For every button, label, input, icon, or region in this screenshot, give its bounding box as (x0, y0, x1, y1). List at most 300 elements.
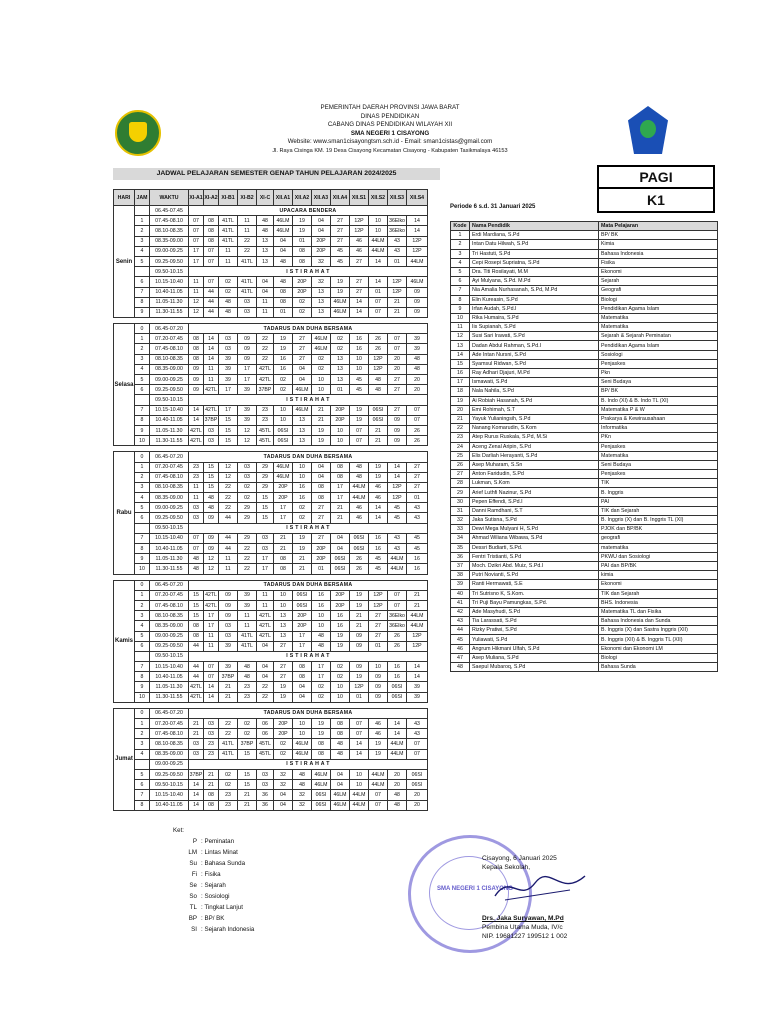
teacher-code: 45 (451, 635, 470, 644)
class-cell: 19 (312, 436, 331, 446)
class-cell: 37BP (189, 769, 204, 779)
time-cell: 08.35-09.00 (150, 749, 189, 759)
class-cell: 10 (293, 729, 312, 739)
class-cell: 03 (204, 436, 219, 446)
class-cell: 04 (293, 375, 312, 385)
class-cell: 07 (407, 415, 428, 425)
jam-cell: 6 (135, 385, 150, 395)
schedule-row (114, 611, 428, 621)
class-cell: 22 (238, 246, 257, 256)
class-cell: 42TL (257, 364, 274, 374)
jam-cell: 4 (135, 364, 150, 374)
class-cell: 06SI (331, 554, 350, 564)
class-cell: 14 (204, 344, 219, 354)
teacher-name: Elin Kureasin, S.Pd (470, 295, 599, 304)
class-cell: 08 (204, 236, 219, 246)
time-cell: 10.40-11.05 (150, 544, 189, 554)
teacher-row (451, 607, 718, 616)
letterhead (240, 104, 540, 156)
class-cell: 03 (219, 621, 238, 631)
teacher-name: Erdi Mardiana, S.Pd (470, 231, 599, 240)
teacher-name: Ismawati, S.Pd (470, 378, 599, 387)
class-cell: 11 (189, 482, 204, 492)
class-cell: 44 (189, 662, 204, 672)
class-cell: 17 (189, 246, 204, 256)
class-cell: 16 (293, 482, 312, 492)
teacher-name: Ayi Mulyana, S.Pd. M.Pd (470, 277, 599, 286)
teacher-row (451, 332, 718, 341)
class-cell: 11 (204, 641, 219, 651)
teacher-row (451, 387, 718, 396)
jam-cell: 9 (135, 554, 150, 564)
schedule-row (114, 533, 428, 543)
class-cell: 14 (350, 297, 369, 307)
time-cell: 06.45-07.20 (150, 324, 189, 334)
time-cell: 11.05-11.30 (150, 554, 189, 564)
class-cell: 27 (312, 533, 331, 543)
event-label: TADARUS DAN DUHA BERSAMA (189, 708, 428, 718)
letterhead-line3: CABANG DINAS PENDIDIKAN WILAYAH XII (327, 121, 453, 129)
schedule-row (114, 472, 428, 482)
teacher-row (451, 295, 718, 304)
teacher-subject: PAI (599, 497, 718, 506)
time-cell: 09.50-10.15 (150, 780, 189, 790)
jam-cell: 8 (135, 800, 150, 810)
day-name: Selasa (114, 324, 135, 446)
teacher-header-row (451, 222, 718, 231)
time-cell: 11.05-11.30 (150, 297, 189, 307)
class-cell: 41TL (219, 226, 238, 236)
teacher-subject: Prakarya & Kewirausahaan (599, 414, 718, 423)
teacher-row (451, 470, 718, 479)
jam-cell: 10 (135, 564, 150, 574)
class-cell: 11 (257, 297, 274, 307)
teacher-name: Ray Adhari Djajuri, M.Pd (470, 369, 599, 378)
class-cell: 07 (407, 739, 428, 749)
class-cell: 45 (407, 544, 428, 554)
class-cell: 10 (293, 719, 312, 729)
class-cell: 08 (189, 334, 204, 344)
class-cell: 14 (204, 354, 219, 364)
jam-cell: 9 (135, 425, 150, 435)
class-cell: 22 (238, 544, 257, 554)
class-cell: 12P (407, 236, 428, 246)
event-label: I S T I R A H A T (189, 651, 428, 661)
teacher-code: 2 (451, 240, 470, 249)
class-cell: 42TL (204, 590, 219, 600)
class-cell: 20 (388, 354, 407, 364)
class-cell: 32 (312, 256, 331, 266)
time-cell: 06.45-07.20 (150, 580, 189, 590)
class-cell: 02 (274, 375, 293, 385)
teacher-name: Emi Rohimah, S.T (470, 405, 599, 414)
class-cell: 20P (331, 415, 350, 425)
class-cell: 36Elko (388, 611, 407, 621)
class-cell: 45TL (257, 436, 274, 446)
class-cell: 08 (331, 729, 350, 739)
day-name: Rabu (114, 452, 135, 574)
teacher-row (451, 396, 718, 405)
jam-cell: 7 (135, 662, 150, 672)
teacher-row (451, 350, 718, 359)
teacher-subject: Penjaskes (599, 442, 718, 451)
time-cell: 10.15-10.40 (150, 277, 189, 287)
teacher-code: 5 (451, 267, 470, 276)
teacher-code: 10 (451, 313, 470, 322)
class-cell: 23 (257, 415, 274, 425)
jam-cell: 7 (135, 533, 150, 543)
teacher-code: 34 (451, 534, 470, 543)
class-cell: 44 (219, 544, 238, 554)
key-desc: : Fisika (201, 871, 221, 878)
class-cell: 09 (388, 436, 407, 446)
schedule-row (114, 749, 428, 759)
class-cell: 37BP (219, 672, 238, 682)
jam-cell: 2 (135, 472, 150, 482)
key-code: Se (189, 882, 197, 889)
event-row (114, 267, 428, 277)
class-cell: 19 (350, 600, 369, 610)
class-cell: 13 (274, 631, 293, 641)
class-cell: 19 (331, 287, 350, 297)
teacher-name: Nala Nahila, S.Pd (470, 387, 599, 396)
teacher-subject: Fisika (599, 258, 718, 267)
jam-cell: 0 (135, 452, 150, 462)
class-cell: 39 (238, 385, 257, 395)
teacher-subject: kimia (599, 571, 718, 580)
class-cell: 10 (312, 621, 331, 631)
schedule-row (114, 436, 428, 446)
class-cell: 07 (369, 800, 388, 810)
class-cell: 07 (204, 672, 219, 682)
class-cell: 42TL (189, 436, 204, 446)
class-cell: 41TL (238, 277, 257, 287)
class-cell: 45TL (257, 425, 274, 435)
class-cell: 48 (407, 354, 428, 364)
class-cell: 15 (189, 590, 204, 600)
key-code: BP (188, 915, 197, 922)
class-cell: 07 (189, 533, 204, 543)
jam-cell: 7 (135, 287, 150, 297)
schedule-row (114, 226, 428, 236)
teacher-name: Tri Puji Bayu Pamungkas, S.Pd. (470, 598, 599, 607)
class-cell: 08 (189, 631, 204, 641)
schedule-header-cell: XII.S4 (407, 190, 428, 206)
class-cell: 03 (189, 513, 204, 523)
class-cell: 27 (369, 631, 388, 641)
teacher-code: 6 (451, 277, 470, 286)
jam-cell: 3 (135, 739, 150, 749)
teacher-code: 36 (451, 552, 470, 561)
class-cell: 10 (350, 364, 369, 374)
jam-cell: 0 (135, 324, 150, 334)
time-cell: 09.00-09.25 (150, 759, 189, 769)
class-cell: 11 (204, 375, 219, 385)
schedule-header-cell: XII.A4 (331, 190, 350, 206)
teacher-subject: Seni Budaya (599, 460, 718, 469)
teacher-subject: Matematika (599, 323, 718, 332)
class-cell: 21 (331, 513, 350, 523)
class-cell: 04 (312, 216, 331, 226)
class-cell: 07 (189, 236, 204, 246)
key-desc: : Bahasa Sunda (201, 860, 246, 867)
teacher-name: Danni Ramdhani, S.T (470, 506, 599, 515)
letterhead-line2: DINAS PENDIDIKAN (360, 112, 420, 120)
teacher-name: Ade Masyhudi, S.Pd (470, 607, 599, 616)
schedule-row (114, 780, 428, 790)
class-cell: 04 (257, 277, 274, 287)
class-cell: 48 (350, 472, 369, 482)
jam-cell: 3 (135, 611, 150, 621)
teacher-code: 29 (451, 488, 470, 497)
class-cell: 10 (350, 780, 369, 790)
teacher-code: 23 (451, 433, 470, 442)
teacher-code: 30 (451, 497, 470, 506)
class-cell: 13 (312, 307, 331, 317)
teacher-name: Pepen Effendi, S.Pd.I (470, 497, 599, 506)
teacher-code: 9 (451, 304, 470, 313)
schedule-header-cell: XI-B2 (238, 190, 257, 206)
schedule-header-cell: XII.A1 (274, 190, 293, 206)
class-cell: 04 (274, 790, 293, 800)
teacher-row (451, 369, 718, 378)
class-cell: 42TL (257, 621, 274, 631)
class-cell: 20 (388, 364, 407, 374)
teacher-row (451, 313, 718, 322)
class-cell: 04 (257, 287, 274, 297)
class-cell: 48 (257, 226, 274, 236)
teacher-row (451, 258, 718, 267)
time-cell: 11.05-11.30 (150, 425, 189, 435)
class-cell: 21 (312, 405, 331, 415)
class-cell: 01 (350, 692, 369, 702)
time-cell: 06.45-07.20 (150, 452, 189, 462)
class-cell: 27 (331, 216, 350, 226)
class-cell: 46LM (274, 472, 293, 482)
teacher-header-cell: Kode (451, 222, 470, 231)
teacher-name: Ai Robiah Hasanah, S.Pd (470, 396, 599, 405)
jam-cell (135, 651, 150, 661)
class-cell: 03 (204, 729, 219, 739)
jam-cell: 10 (135, 692, 150, 702)
class-cell: 08 (189, 354, 204, 364)
class-cell: 48 (204, 503, 219, 513)
class-cell: 02 (238, 719, 257, 729)
class-cell: 08 (274, 297, 293, 307)
teacher-name: Nanang Komarudin, S.Kom (470, 424, 599, 433)
key-row (173, 913, 254, 924)
teacher-row (451, 231, 718, 240)
schedule-row (114, 354, 428, 364)
class-cell: 02 (331, 344, 350, 354)
class-cell: 07 (388, 600, 407, 610)
class-cell: 17 (189, 256, 204, 266)
class-cell: 04 (257, 672, 274, 682)
class-cell: 06SI (274, 425, 293, 435)
class-cell: 15 (219, 425, 238, 435)
jam-cell: 5 (135, 256, 150, 266)
class-cell: 45 (388, 503, 407, 513)
class-cell: 12P (407, 246, 428, 256)
class-cell: 07 (189, 226, 204, 236)
class-cell: 10 (331, 436, 350, 446)
class-cell: 11 (219, 554, 238, 564)
class-cell: 04 (274, 236, 293, 246)
schedule-row (114, 554, 428, 564)
class-cell: 36Elko (388, 226, 407, 236)
class-cell: 21 (369, 425, 388, 435)
time-cell: 09.50-10.15 (150, 523, 189, 533)
class-cell: 03 (257, 769, 274, 779)
class-cell: 07 (407, 749, 428, 759)
class-cell: 21 (219, 692, 238, 702)
class-cell: 03 (219, 631, 238, 641)
class-cell: 22 (257, 354, 274, 364)
jam-cell: 1 (135, 462, 150, 472)
class-cell: 17 (219, 405, 238, 415)
class-cell: 07 (369, 297, 388, 307)
class-cell: 46 (369, 729, 388, 739)
class-cell: 14 (388, 729, 407, 739)
shift-code: K1 (647, 192, 665, 208)
class-cell: 14 (369, 503, 388, 513)
class-cell: 16 (407, 554, 428, 564)
jam-cell: 2 (135, 600, 150, 610)
class-cell: 06SI (369, 405, 388, 415)
class-cell: 16 (331, 621, 350, 631)
class-cell: 03 (257, 780, 274, 790)
class-cell: 08 (312, 749, 331, 759)
class-cell: 09 (204, 544, 219, 554)
day-name: Jumat (114, 708, 135, 810)
jam-cell: 8 (135, 415, 150, 425)
class-cell: 41TL (219, 749, 238, 759)
class-cell: 23 (204, 739, 219, 749)
class-cell: 11 (189, 277, 204, 287)
class-cell: 06 (257, 719, 274, 729)
teacher-code: 26 (451, 460, 470, 469)
class-cell: 11 (238, 226, 257, 236)
class-cell: 20P (331, 405, 350, 415)
teacher-code: 22 (451, 424, 470, 433)
class-cell: 19 (293, 226, 312, 236)
teacher-row (451, 479, 718, 488)
class-cell: 27 (312, 513, 331, 523)
class-cell: 19 (350, 405, 369, 415)
schedule-row (114, 739, 428, 749)
class-cell: 44LM (350, 493, 369, 503)
time-cell: 10.40-11.05 (150, 287, 189, 297)
class-cell: 48 (312, 631, 331, 641)
class-cell: 10 (331, 682, 350, 692)
teacher-row (451, 405, 718, 414)
time-cell: 07.45-08.10 (150, 344, 189, 354)
teacher-code: 3 (451, 249, 470, 258)
class-cell: 42TL (257, 611, 274, 621)
class-cell: 17 (331, 482, 350, 492)
class-cell: 08 (189, 344, 204, 354)
class-cell: 10 (350, 354, 369, 364)
event-row (114, 580, 428, 590)
schedule-row (114, 425, 428, 435)
class-cell: 21 (407, 600, 428, 610)
class-cell: 45 (369, 554, 388, 564)
teacher-code: 46 (451, 644, 470, 653)
class-cell: 13 (274, 611, 293, 621)
class-cell: 20 (407, 375, 428, 385)
class-cell: 43 (388, 533, 407, 543)
class-cell: 36Elko (388, 216, 407, 226)
class-cell: 14 (204, 692, 219, 702)
class-cell: 08 (293, 256, 312, 266)
schedule-row (114, 344, 428, 354)
class-cell: 39 (407, 692, 428, 702)
teacher-subject: Kimia (599, 240, 718, 249)
class-cell: 21 (293, 564, 312, 574)
class-cell: 20P (293, 621, 312, 631)
class-cell: 10 (274, 590, 293, 600)
teacher-name: Tri Sutrisno K, S.Kom. (470, 589, 599, 598)
class-cell: 08 (312, 493, 331, 503)
class-cell: 44 (204, 307, 219, 317)
class-cell: 09 (238, 344, 257, 354)
class-cell: 44LM (369, 236, 388, 246)
teacher-row (451, 580, 718, 589)
teacher-subject: B. Inggris (599, 488, 718, 497)
event-row (114, 651, 428, 661)
class-cell: 42TL (257, 375, 274, 385)
class-cell: 48 (189, 554, 204, 564)
class-cell: 02 (238, 493, 257, 503)
class-cell: 07 (369, 307, 388, 317)
teacher-subject: Ekonomi (599, 267, 718, 276)
class-cell: 09 (238, 334, 257, 344)
class-cell: 12P (369, 590, 388, 600)
teacher-code: 48 (451, 663, 470, 672)
class-cell: 21 (388, 297, 407, 307)
class-cell: 09 (407, 287, 428, 297)
class-cell: 03 (189, 503, 204, 513)
sign-position: Kepala Sekolah, (482, 864, 531, 871)
class-cell: 46LM (312, 769, 331, 779)
key-desc: : Sosiologi (201, 893, 230, 900)
class-cell: 20P (293, 611, 312, 621)
class-cell: 10 (293, 462, 312, 472)
class-cell: 23 (219, 800, 238, 810)
class-cell: 37BP (238, 739, 257, 749)
class-cell: 04 (312, 472, 331, 482)
class-cell: 19 (312, 425, 331, 435)
class-cell: 44LM (369, 246, 388, 256)
teacher-subject: PKWU dan Sosiologi (599, 552, 718, 561)
class-cell: 44 (219, 533, 238, 543)
time-cell: 10.40-11.05 (150, 672, 189, 682)
class-cell: 02 (312, 692, 331, 702)
key-code: SI (191, 926, 197, 933)
schedule-row (114, 800, 428, 810)
time-cell: 07.45-08.10 (150, 729, 189, 739)
key-desc: : Peminatan (201, 838, 235, 845)
class-cell: 08 (331, 462, 350, 472)
teacher-subject: Geografi (599, 286, 718, 295)
class-cell: 02 (293, 307, 312, 317)
class-cell: 46LM (274, 216, 293, 226)
class-cell: 07 (204, 662, 219, 672)
teacher-subject: Biologi (599, 295, 718, 304)
class-cell: 23 (204, 749, 219, 759)
class-cell: 09 (350, 631, 369, 641)
class-cell: 48 (189, 564, 204, 574)
